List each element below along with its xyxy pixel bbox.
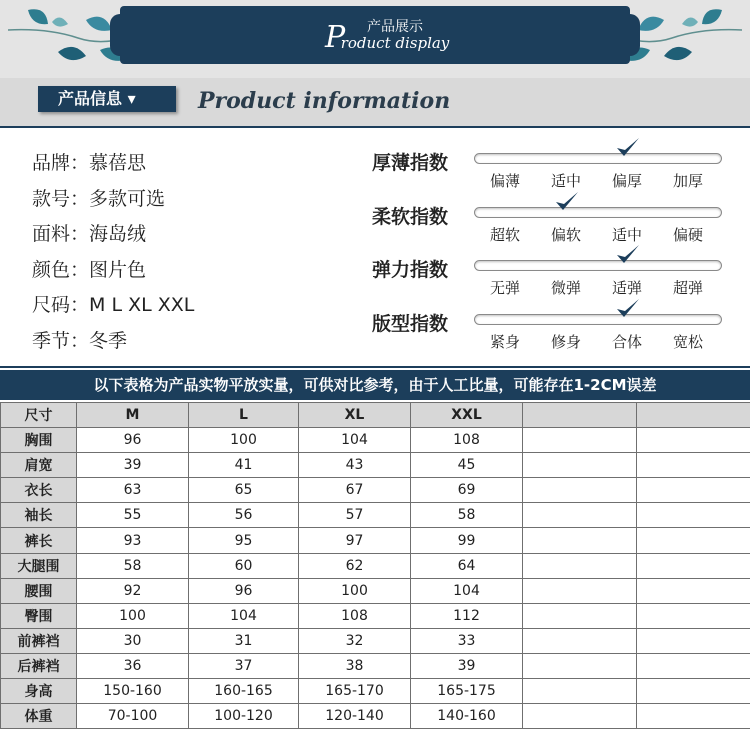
index-track: [474, 260, 722, 271]
table-row: [1, 679, 750, 704]
index-option: 微弹: [550, 279, 581, 297]
table-cell: [637, 453, 750, 478]
table-row: [1, 553, 750, 578]
table-row: [1, 653, 750, 678]
section-bar: [0, 78, 750, 126]
table-cell: 93: [77, 528, 189, 553]
table-cell: 104: [189, 603, 299, 628]
table-cell: [637, 428, 750, 453]
table-cell: 100: [299, 578, 411, 603]
attribute-label: 面料: [32, 223, 71, 245]
table-cell: [523, 704, 637, 729]
index-label: 版型指数: [372, 312, 449, 335]
table-header-cell: 尺寸: [1, 403, 77, 428]
table-header-cell: M: [77, 403, 189, 428]
size-table: [0, 402, 750, 729]
table-header-cell: L: [189, 403, 299, 428]
attribute-item: [32, 184, 165, 211]
attribute-value: 多款可选: [89, 187, 166, 210]
index-option: 适中: [550, 172, 581, 190]
table-header-cell: XXL: [411, 403, 523, 428]
index-options: [474, 170, 744, 190]
table-cell: [523, 528, 637, 553]
attribute-value: 海岛绒: [89, 223, 147, 245]
table-cell: [523, 578, 637, 603]
index-option: 修身: [550, 332, 581, 351]
table-row: [1, 453, 750, 478]
table-row: [1, 478, 750, 503]
section-tag: 产品信息 ▾: [38, 86, 176, 112]
table-cell: 56: [189, 503, 299, 528]
table-cell: 62: [299, 553, 411, 578]
table-row-label: 臀围: [1, 603, 77, 628]
table-cell: 150-160: [77, 679, 189, 704]
table-cell: 65: [189, 478, 299, 503]
table-cell: [523, 453, 637, 478]
attribute-separator: ：: [70, 329, 90, 352]
index-label: 弹力指数: [372, 259, 449, 281]
table-cell: [523, 553, 637, 578]
checkmark-icon: [615, 136, 641, 160]
title-plate: [120, 6, 630, 64]
attribute-item: [32, 290, 194, 317]
attribute-value: 慕蓓思: [89, 152, 147, 174]
table-cell: 100-120: [189, 704, 299, 729]
table-cell: [637, 603, 750, 628]
index-option: 宽松: [672, 332, 703, 351]
attribute-label: 尺码: [32, 294, 71, 316]
table-row-label: 腰围: [1, 578, 77, 603]
top-banner: [0, 0, 750, 79]
table-row: [1, 578, 750, 603]
index-label: 厚薄指数: [372, 152, 449, 174]
index-option: 适弹: [611, 279, 642, 297]
table-cell: [637, 653, 750, 678]
table-row: [1, 628, 750, 653]
table-cell: 160-165: [189, 679, 299, 704]
attribute-separator: ：: [70, 187, 90, 210]
table-row: [1, 428, 750, 453]
table-cell: 97: [299, 528, 411, 553]
table-cell: 38: [299, 653, 411, 678]
index-track: [474, 314, 722, 325]
table-cell: 30: [77, 628, 189, 653]
table-cell: 33: [411, 628, 523, 653]
table-cell: [637, 553, 750, 578]
table-header-row: [1, 403, 750, 428]
table-cell: 55: [77, 503, 189, 528]
table-row-label: 胸围: [1, 428, 77, 453]
index-option: 偏软: [550, 225, 581, 244]
attribute-value: 图片色: [89, 258, 147, 281]
table-cell: 32: [299, 628, 411, 653]
index-option: 偏薄: [489, 172, 520, 190]
attribute-item: [32, 148, 146, 175]
table-header-cell: [523, 403, 637, 428]
table-cell: 96: [189, 578, 299, 603]
table-cell: [637, 704, 750, 729]
table-cell: [637, 578, 750, 603]
attribute-label: 季节: [32, 329, 71, 352]
table-cell: 64: [411, 553, 523, 578]
table-cell: 37: [189, 653, 299, 678]
attribute-separator: ：: [70, 258, 90, 281]
table-cell: 165-170: [299, 679, 411, 704]
section-title-en: Product information: [198, 88, 451, 114]
table-cell: 63: [77, 478, 189, 503]
attribute-label: 颜色: [32, 258, 71, 281]
table-cell: 112: [411, 603, 523, 628]
table-cell: 140-160: [411, 704, 523, 729]
index-option: 无弹: [489, 279, 520, 297]
table-cell: 31: [189, 628, 299, 653]
index-label: 柔软指数: [372, 205, 449, 228]
table-cell: [637, 628, 750, 653]
page-title-cn: 产品展示: [367, 19, 423, 35]
table-cell: 41: [189, 453, 299, 478]
attribute-separator: ：: [70, 294, 90, 316]
table-row-label: 身高: [1, 679, 77, 704]
table-cell: [523, 653, 637, 678]
index-track: [474, 153, 722, 164]
table-row-label: 裤长: [1, 528, 77, 553]
attribute-item: [32, 255, 146, 282]
index-option: 合体: [611, 332, 642, 351]
table-cell: 39: [411, 653, 523, 678]
table-cell: [523, 679, 637, 704]
table-cell: 69: [411, 478, 523, 503]
attribute-label: 款号: [32, 187, 71, 210]
table-cell: 120-140: [299, 704, 411, 729]
index-options: [474, 331, 744, 351]
table-cell: 57: [299, 503, 411, 528]
table-cell: 108: [299, 603, 411, 628]
table-cell: 96: [77, 428, 189, 453]
table-cell: 92: [77, 578, 189, 603]
table-cell: 36: [77, 653, 189, 678]
index-track: [474, 207, 722, 218]
product-info-panel: [0, 126, 750, 368]
table-cell: 100: [189, 428, 299, 453]
table-cell: 58: [411, 503, 523, 528]
table-cell: 104: [411, 578, 523, 603]
attribute-value: 冬季: [89, 329, 128, 352]
attribute-item: [32, 219, 146, 246]
table-cell: [523, 503, 637, 528]
attribute-separator: ：: [70, 223, 90, 245]
table-cell: [523, 603, 637, 628]
index-options: [474, 277, 744, 297]
index-option: 超弹: [672, 279, 703, 297]
table-cell: 39: [77, 453, 189, 478]
attribute-separator: ：: [70, 152, 90, 174]
index-option: 加厚: [672, 172, 703, 190]
table-cell: 43: [299, 453, 411, 478]
table-note: 以下表格为产品实物平放实量，可供对比参考，由于人工比量，可能存在1-2CM误差: [0, 370, 750, 400]
table-cell: [523, 428, 637, 453]
table-cell: 99: [411, 528, 523, 553]
table-row-label: 衣长: [1, 478, 77, 503]
table-row-label: 前裤裆: [1, 628, 77, 653]
index-options: [474, 224, 744, 244]
table-cell: 60: [189, 553, 299, 578]
table-row-label: 大腿围: [1, 553, 77, 578]
table-cell: [637, 503, 750, 528]
table-row: [1, 704, 750, 729]
table-cell: 67: [299, 478, 411, 503]
attribute-item: [32, 326, 127, 353]
page-title-en: [120, 34, 630, 52]
index-option: 紧身: [489, 332, 520, 351]
table-row-label: 后裤裆: [1, 653, 77, 678]
table-cell: [637, 478, 750, 503]
table-cell: [637, 679, 750, 704]
table-cell: 95: [189, 528, 299, 553]
table-row: [1, 528, 750, 553]
table-cell: 100: [77, 603, 189, 628]
table-cell: 70-100: [77, 704, 189, 729]
table-header-cell: XL: [299, 403, 411, 428]
checkmark-icon: [554, 190, 580, 214]
table-cell: 108: [411, 428, 523, 453]
table-row-label: 袖长: [1, 503, 77, 528]
table-row-label: 体重: [1, 704, 77, 729]
table-cell: 58: [77, 553, 189, 578]
checkmark-icon: [615, 243, 641, 267]
attribute-value: M L XL XXL: [89, 294, 195, 316]
table-header-cell: [637, 403, 750, 428]
table-row: [1, 603, 750, 628]
title-initial: P: [325, 20, 346, 55]
page-title-en-text: roduct display: [340, 34, 450, 52]
table-cell: 104: [299, 428, 411, 453]
attribute-label: 品牌: [32, 152, 71, 174]
index-option: 超软: [489, 225, 520, 244]
checkmark-icon: [615, 297, 641, 321]
index-option: 偏厚: [611, 172, 642, 190]
table-cell: 45: [411, 453, 523, 478]
table-cell: [523, 628, 637, 653]
table-row-label: 肩宽: [1, 453, 77, 478]
table-cell: [637, 528, 750, 553]
table-cell: [523, 478, 637, 503]
table-row: [1, 503, 750, 528]
index-option: 适中: [611, 225, 642, 244]
table-cell: 165-175: [411, 679, 523, 704]
index-option: 偏硬: [672, 225, 703, 244]
